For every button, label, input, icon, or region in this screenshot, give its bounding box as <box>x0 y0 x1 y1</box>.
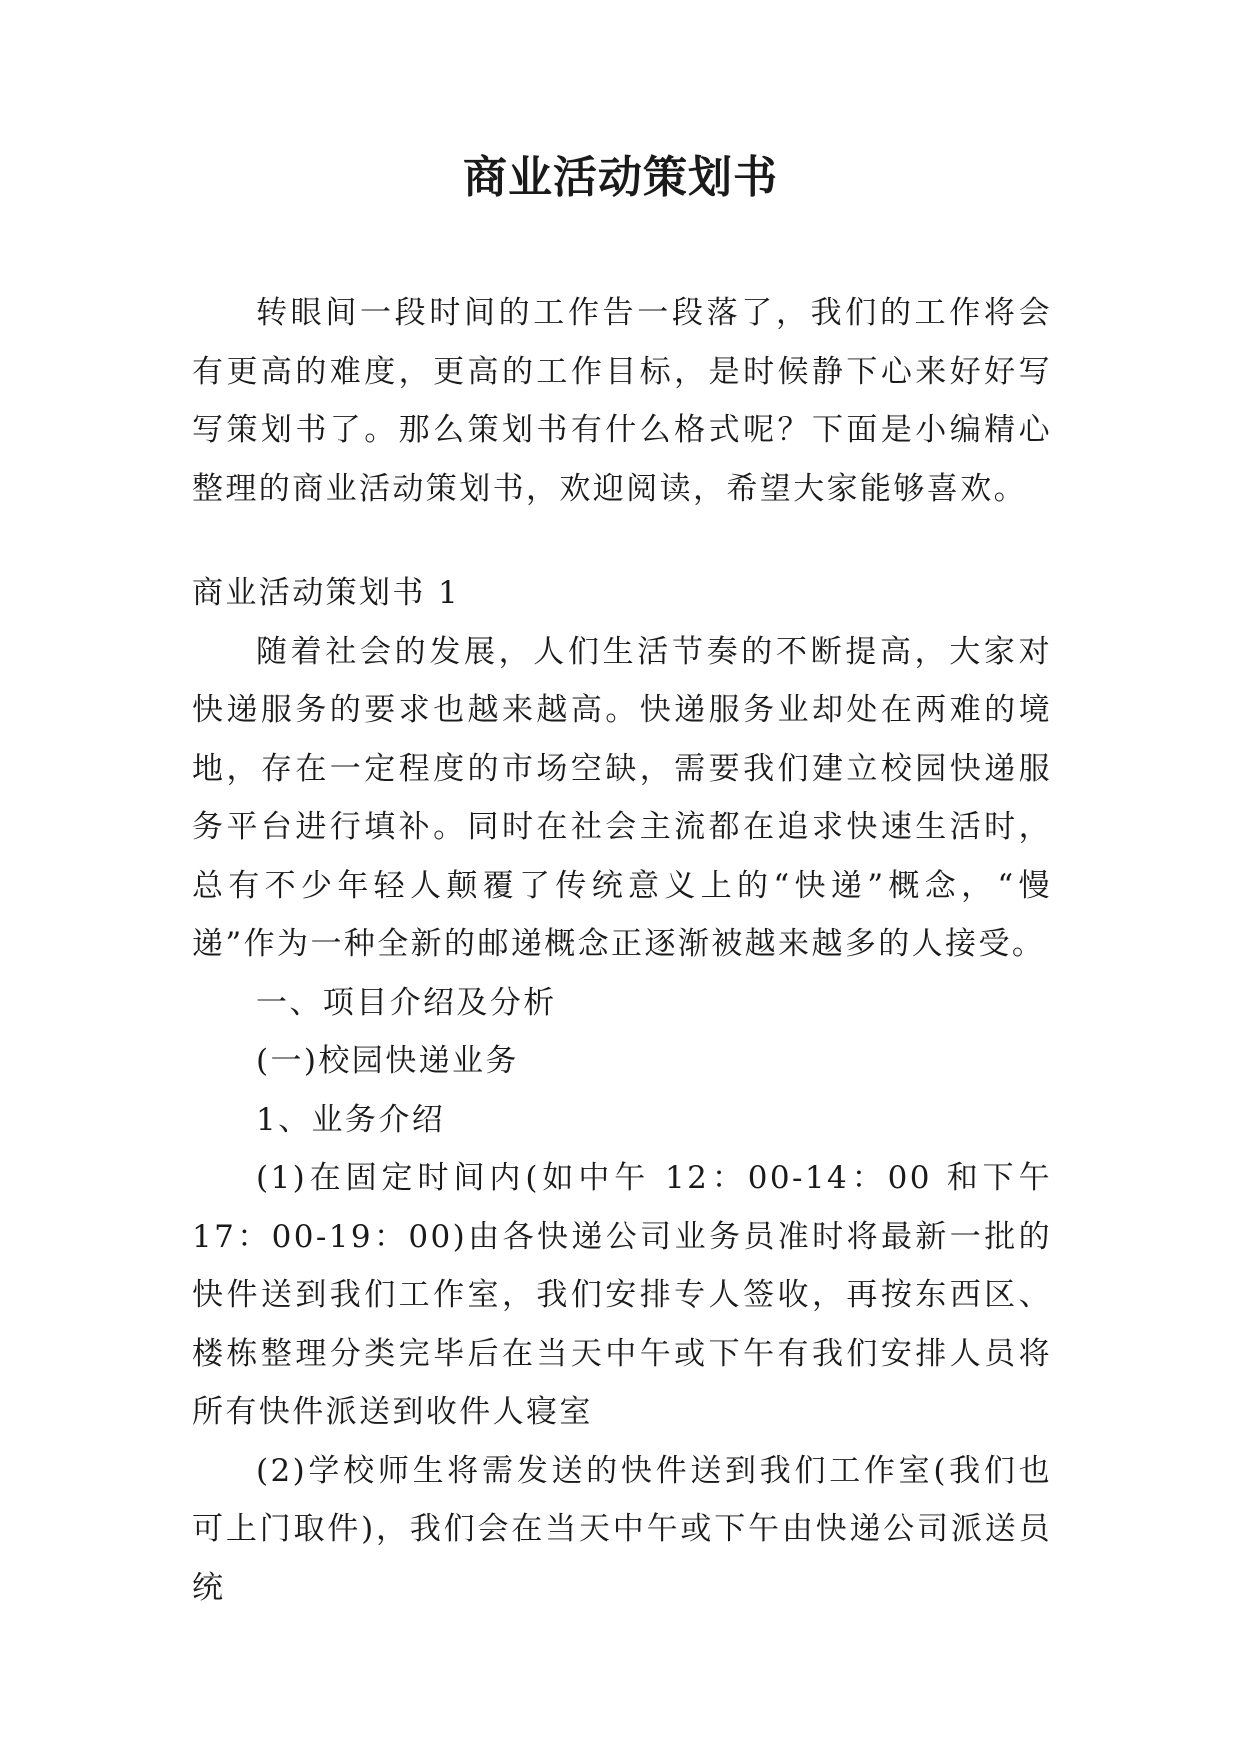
body-paragraph: 随着社会的发展，人们生活节奏的不断提高，大家对快递服务的要求也越来越高。快递服务业却处在两难的境地，存在一定程度的市场空缺，需要我们建立校园快递服务平台进行填补。同时在社会主流都在追求快速生活时，总有不少年轻人颠覆了传统意义上的“快递”概念，“慢递”作为一种全新的邮递概念正逐渐被越来越多的人接受。 <box>192 633 1052 962</box>
heading-project-intro: 一、项目介绍及分析 <box>256 984 557 1021</box>
body-paragraph: (1)在固定时间内(如中午 12：00-14：00 和下午 17：00-19：00)由各快递公司业务员准时将最新一批的快件送到我们工作室，我们安排专人签收，再按东西区、楼栋整理分类完毕后在当天中午或下午有我们安排人员将所有快件派送到收件人寝室 <box>192 1160 1052 1430</box>
document-title: 商业活动策划书 <box>463 152 778 203</box>
subheading-campus-express: (一)校园快递业务 <box>256 1043 519 1079</box>
intro-paragraph: 转眼间一段时间的工作告一段落了，我们的工作将会有更高的难度，更高的工作目标，是时候静下心来好好写写策划书了。那么策划书有什么格式呢？下面是小编精心整理的商业活动策划书，欢迎阅读，希望大家能够喜欢。 <box>192 295 1052 507</box>
document-body <box>192 284 1052 1617</box>
section-title: 商业活动策划书 1 <box>192 575 461 611</box>
body-paragraph: (2)学校师生将需发送的快件送到我们工作室(我们也可上门取件)，我们会在当天中午或下午由快递公司派送员统 <box>192 1452 1052 1606</box>
paragraph-gap <box>192 518 1052 564</box>
subheading-business-intro: 1、业务介绍 <box>256 1101 446 1138</box>
